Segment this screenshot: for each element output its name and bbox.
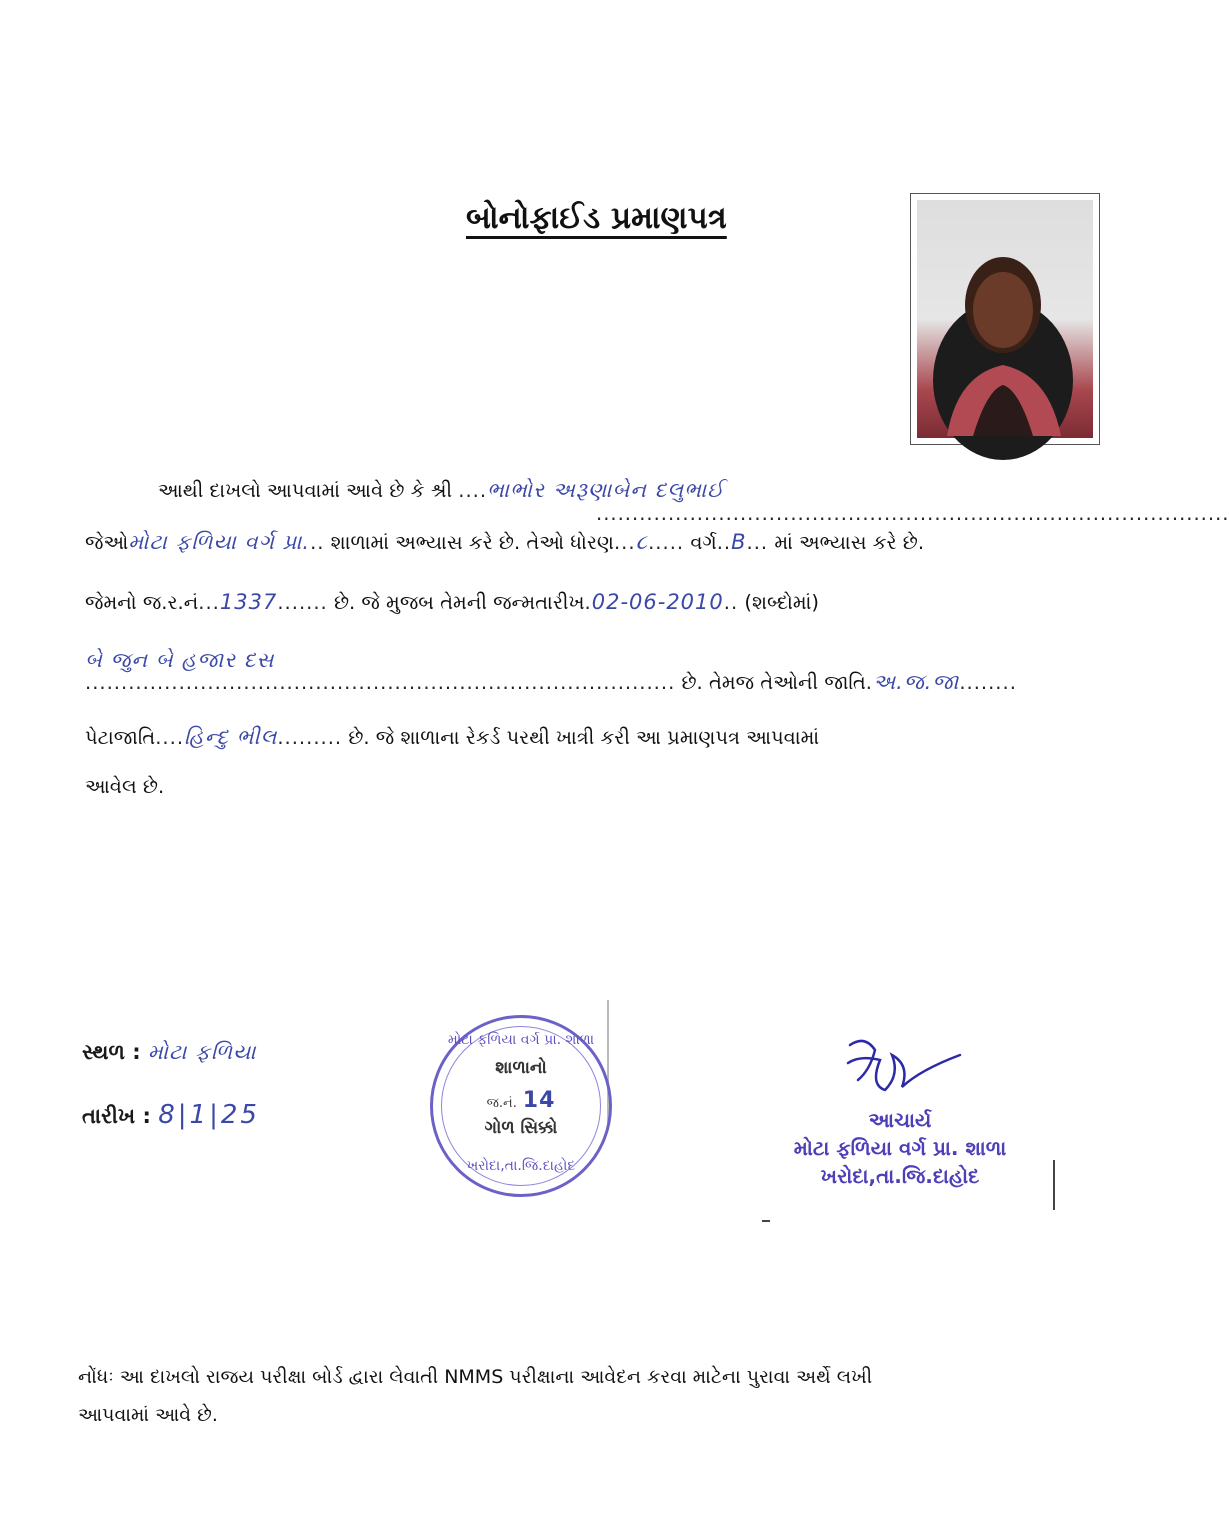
body-text: જેઓ — [85, 531, 129, 554]
dotted-blank: ....... — [277, 591, 328, 614]
dotted-line: ........................................................................................ — [596, 502, 1229, 525]
dotted-blank: . — [584, 591, 592, 614]
body-text: છે. જે મુજબ તેમની જન્મતારીખ — [333, 591, 585, 614]
body-text: વર્ગ — [690, 531, 717, 554]
caste-field: અ.જ.જા — [872, 670, 960, 694]
dotted-blank: ......... — [277, 726, 343, 749]
body-line-1 — [158, 478, 724, 503]
body-text: છે. તેમજ તેઓની જાતિ — [681, 671, 866, 694]
dotted-blank: ... — [198, 591, 220, 614]
body-line-5 — [85, 725, 819, 750]
birth-date-field: 02-06-2010 — [591, 590, 724, 614]
stamp-bottom-text: ખરોદા,તા.જિ.દાહોદ — [466, 1158, 576, 1174]
stamp-line-2-value: 14 — [522, 1088, 556, 1113]
stamp-line-2 — [433, 1088, 609, 1113]
place-label: સ્થળ : — [82, 1040, 141, 1064]
place-value: મોટા ફળિયા — [147, 1040, 257, 1064]
dotted-blank: .. — [723, 591, 739, 614]
date-value: 8|1|25 — [158, 1100, 260, 1130]
school-name-field: મોટા ફળિયા વર્ગ પ્રા. — [128, 530, 311, 554]
note-line-1: નોંધઃ આ દાખલો રાજય પરીક્ષા બોર્ડ દ્વારા લેવાતી NMMS પરીક્ષાના આવેદન કરવા માટેના પુરાવા અર્થે લખી — [78, 1366, 873, 1388]
stamp-line-3: ગોળ સિક્કો — [484, 1118, 558, 1138]
dotted-blank: .... — [155, 726, 185, 749]
body-line-6 — [85, 775, 164, 798]
body-line-2 — [85, 530, 1130, 555]
footnote — [78, 1358, 1078, 1434]
dotted-blank: .. — [310, 531, 325, 554]
school-address: ખરોદા,તા.જિ.દાહોદ — [820, 1164, 980, 1188]
stamp-line-2-label: જ.નં. — [486, 1096, 517, 1111]
school-name: મોટા ફળિયા વર્ગ પ્રા. શાળા — [793, 1136, 1007, 1160]
certificate-title: બોનોફાઈડ પ્રમાણપત્ર — [466, 200, 727, 236]
body-line-3 — [85, 590, 819, 614]
dotted-blank: ........ — [959, 671, 1017, 694]
body-text: છે. જે શાળાના રેકર્ડ પરથી ખાત્રી કરી આ પ્રમાણપત્ર આપવામાં — [348, 726, 820, 749]
principal-signature — [830, 1025, 970, 1105]
register-number-field: 1337 — [219, 590, 278, 614]
photo-image — [917, 200, 1093, 438]
class-field: B — [731, 530, 747, 554]
stamp-top-text: મોટા ફળિયા વર્ગ પ્રા. શાળા — [447, 1032, 595, 1048]
dotted-blank: . — [865, 671, 873, 694]
body-text: શાળામાં અભ્યાસ કરે છે. તેઓ ધોરણ — [330, 531, 614, 554]
dotted-blank: ..... — [648, 531, 685, 554]
body-text: માં અભ્યાસ કરે છે. — [774, 531, 925, 554]
stamp-line-1: શાળાનો — [495, 1058, 547, 1078]
dotted-blank: ... — [613, 531, 636, 554]
place-row — [82, 1040, 257, 1065]
body-text: આવેલ છે. — [85, 775, 165, 798]
student-photo — [910, 193, 1100, 445]
principal-role: આચાર્ય — [868, 1108, 932, 1132]
dotted-blank: .................................................................................. — [85, 671, 676, 694]
edge-mark — [762, 1220, 770, 1222]
body-text: (શબ્દોમાં) — [744, 591, 820, 614]
dotted-blank: .. — [716, 531, 732, 554]
school-round-stamp — [430, 1015, 612, 1197]
note-line-2: આપવામાં આવે છે. — [78, 1404, 218, 1426]
dotted-blank: .... — [458, 479, 488, 502]
sub-caste-field: હિન્દુ ભીલ — [184, 725, 278, 749]
dotted-blank: ... — [746, 531, 769, 554]
body-text: જેમનો જ.ર.નં — [85, 591, 199, 614]
body-text: આથી દાખલો આપવામાં આવે છે કે શ્રી — [158, 479, 453, 502]
date-label: તારીખ : — [82, 1104, 151, 1128]
signature-block — [760, 1108, 1040, 1188]
birth-date-words-field: બે જુન બે હજાર દસ — [85, 648, 275, 672]
date-row — [82, 1100, 260, 1130]
standard-field: ૮ — [635, 530, 649, 554]
edge-mark — [1053, 1160, 1055, 1210]
body-text: પેટાજાતિ — [85, 726, 156, 749]
student-name-field: ભાભોર અરૂણાબેન દલુભાઈ — [487, 478, 725, 502]
body-line-4b — [85, 670, 1130, 695]
